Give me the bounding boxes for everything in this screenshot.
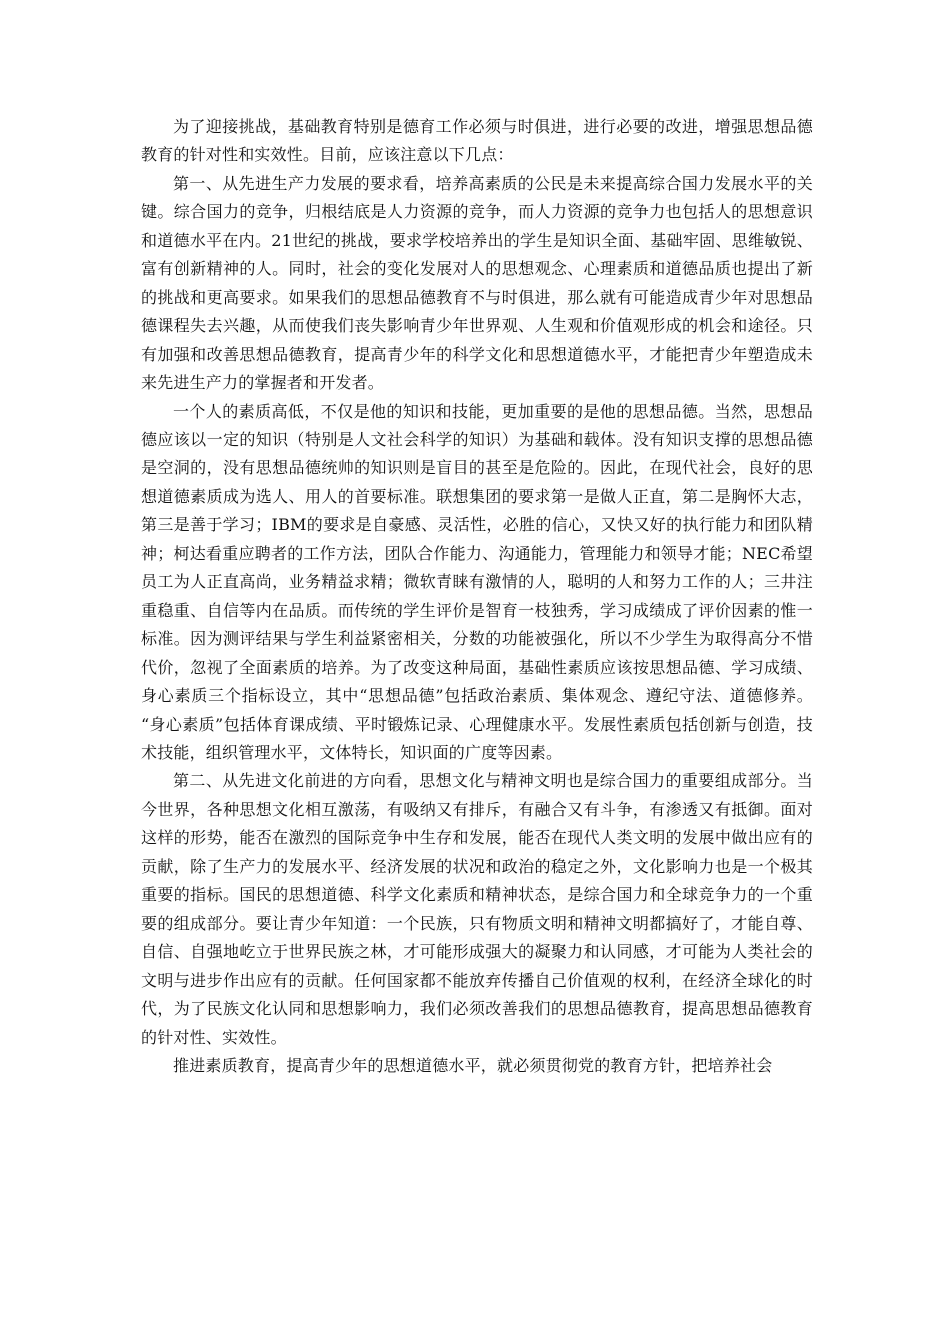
paragraph-quality: 一个人的素质高低，不仅是他的知识和技能，更加重要的是他的思想品德。当然，思想品德应该以一定的知识（特别是人文社会科学的知识）为基础和载体。没有知识支撑的思想品德是空洞的，没有思想品德统帅的知识则是盲目的甚至是危险的。因此，在现代社会，良好的思想道德素质成为选人、用人的首要标准。联想集团的要求第一是做人正直，第二是胸怀大志，第三是善于学习；IBM的要求是自豪感、灵活性，必胜的信心，又快又好的执行能力和团队精神；柯达看重应聘者的工作方法，团队合作能力、沟通能力，管理能力和领导才能；NEC希望员工为人正直高尚，业务精益求精；微软青睐有激情的人，聪明的人和努力工作的人；三井注重稳重、自信等内在品质。而传统的学生评价是智育一枝独秀，学习成绩成了评价因素的惟一标准。因为测评结果与学生利益紧密相关，分数的功能被强化，所以不少学生为取得高分不惜代价，忽视了全面素质的培养。为了改变这种局面，基础性素质应该按思想品德、学习成绩、身心素质三个指标设立，其中“思想品德”包括政治素质、集体观念、遵纪守法、道德修养。 “身心素质”包括体育课成绩、平时锻炼记录、心理健康水平。发展性素质包括创新与创造，技术技能，组织管理水平，文体特长，知识面的广度等因素。 (141, 401, 813, 762)
paragraph-intro: 为了迎接挑战，基础教育特别是德育工作必须与时俱进，进行必要的改进，增强思想品德教育的针对性和实效性。目前，应该注意以下几点： (141, 117, 813, 165)
document-body (141, 113, 813, 1080)
paragraph-second-point: 第二、从先进文化前进的方向看，思想文化与精神文明也是综合国力的重要组成部分。当今世界，各种思想文化相互激荡，有吸纳又有排斥，有融合又有斗争，有渗透又有抵御。面对这样的形势，能否在激烈的国际竞争中生存和发展，能否在现代人类文明的发展中做出应有的贡献，除了生产力的发展水平、经济发展的状况和政治的稳定之外，文化影响力也是一个极其重要的指标。国民的思想道德、科学文化素质和精神状态，是综合国力和全球竞争力的一个重要的组成部分。要让青少年知道：一个民族，只有物质文明和精神文明都搞好了，才能自尊、自信、自强地屹立于世界民族之林，才可能形成强大的凝聚力和认同感，才可能为人类社会的文明与进步作出应有的贡献。任何国家都不能放弃传播自己价值观的权利，在经济全球化的时代，为了民族文化认同和思想影响力，我们必须改善我们的思想品德教育，提高思想品德教育的针对性、实效性。 (141, 771, 813, 1047)
paragraph-quality-education: 推进素质教育，提高青少年的思想道德水平，就必须贯彻党的教育方针，把培养社会 (173, 1055, 773, 1075)
paragraph-first-point: 第一、从先进生产力发展的要求看，培养高素质的公民是未来提高综合国力发展水平的关键。综合国力的竞争，归根结底是人力资源的竞争，而人力资源的竞争力也包括人的思想意识和道德水平在内。21世纪的挑战，要求学校培养出的学生是知识全面、基础牢固、思维敏锐、富有创新精神的人。同时，社会的变化发展对人的思想观念、心理素质和道德品质也提出了新的挑战和更高要求。如果我们的思想品德教育不与时俱进，那么就有可能造成青少年对思想品德课程失去兴趣，从而使我们丧失影响青少年世界观、人生观和价值观形成的机会和途径。只有加强和改善思想品德教育，提高青少年的科学文化和思想道德水平，才能把青少年塑造成未来先进生产力的掌握者和开发者。 (141, 173, 813, 393)
